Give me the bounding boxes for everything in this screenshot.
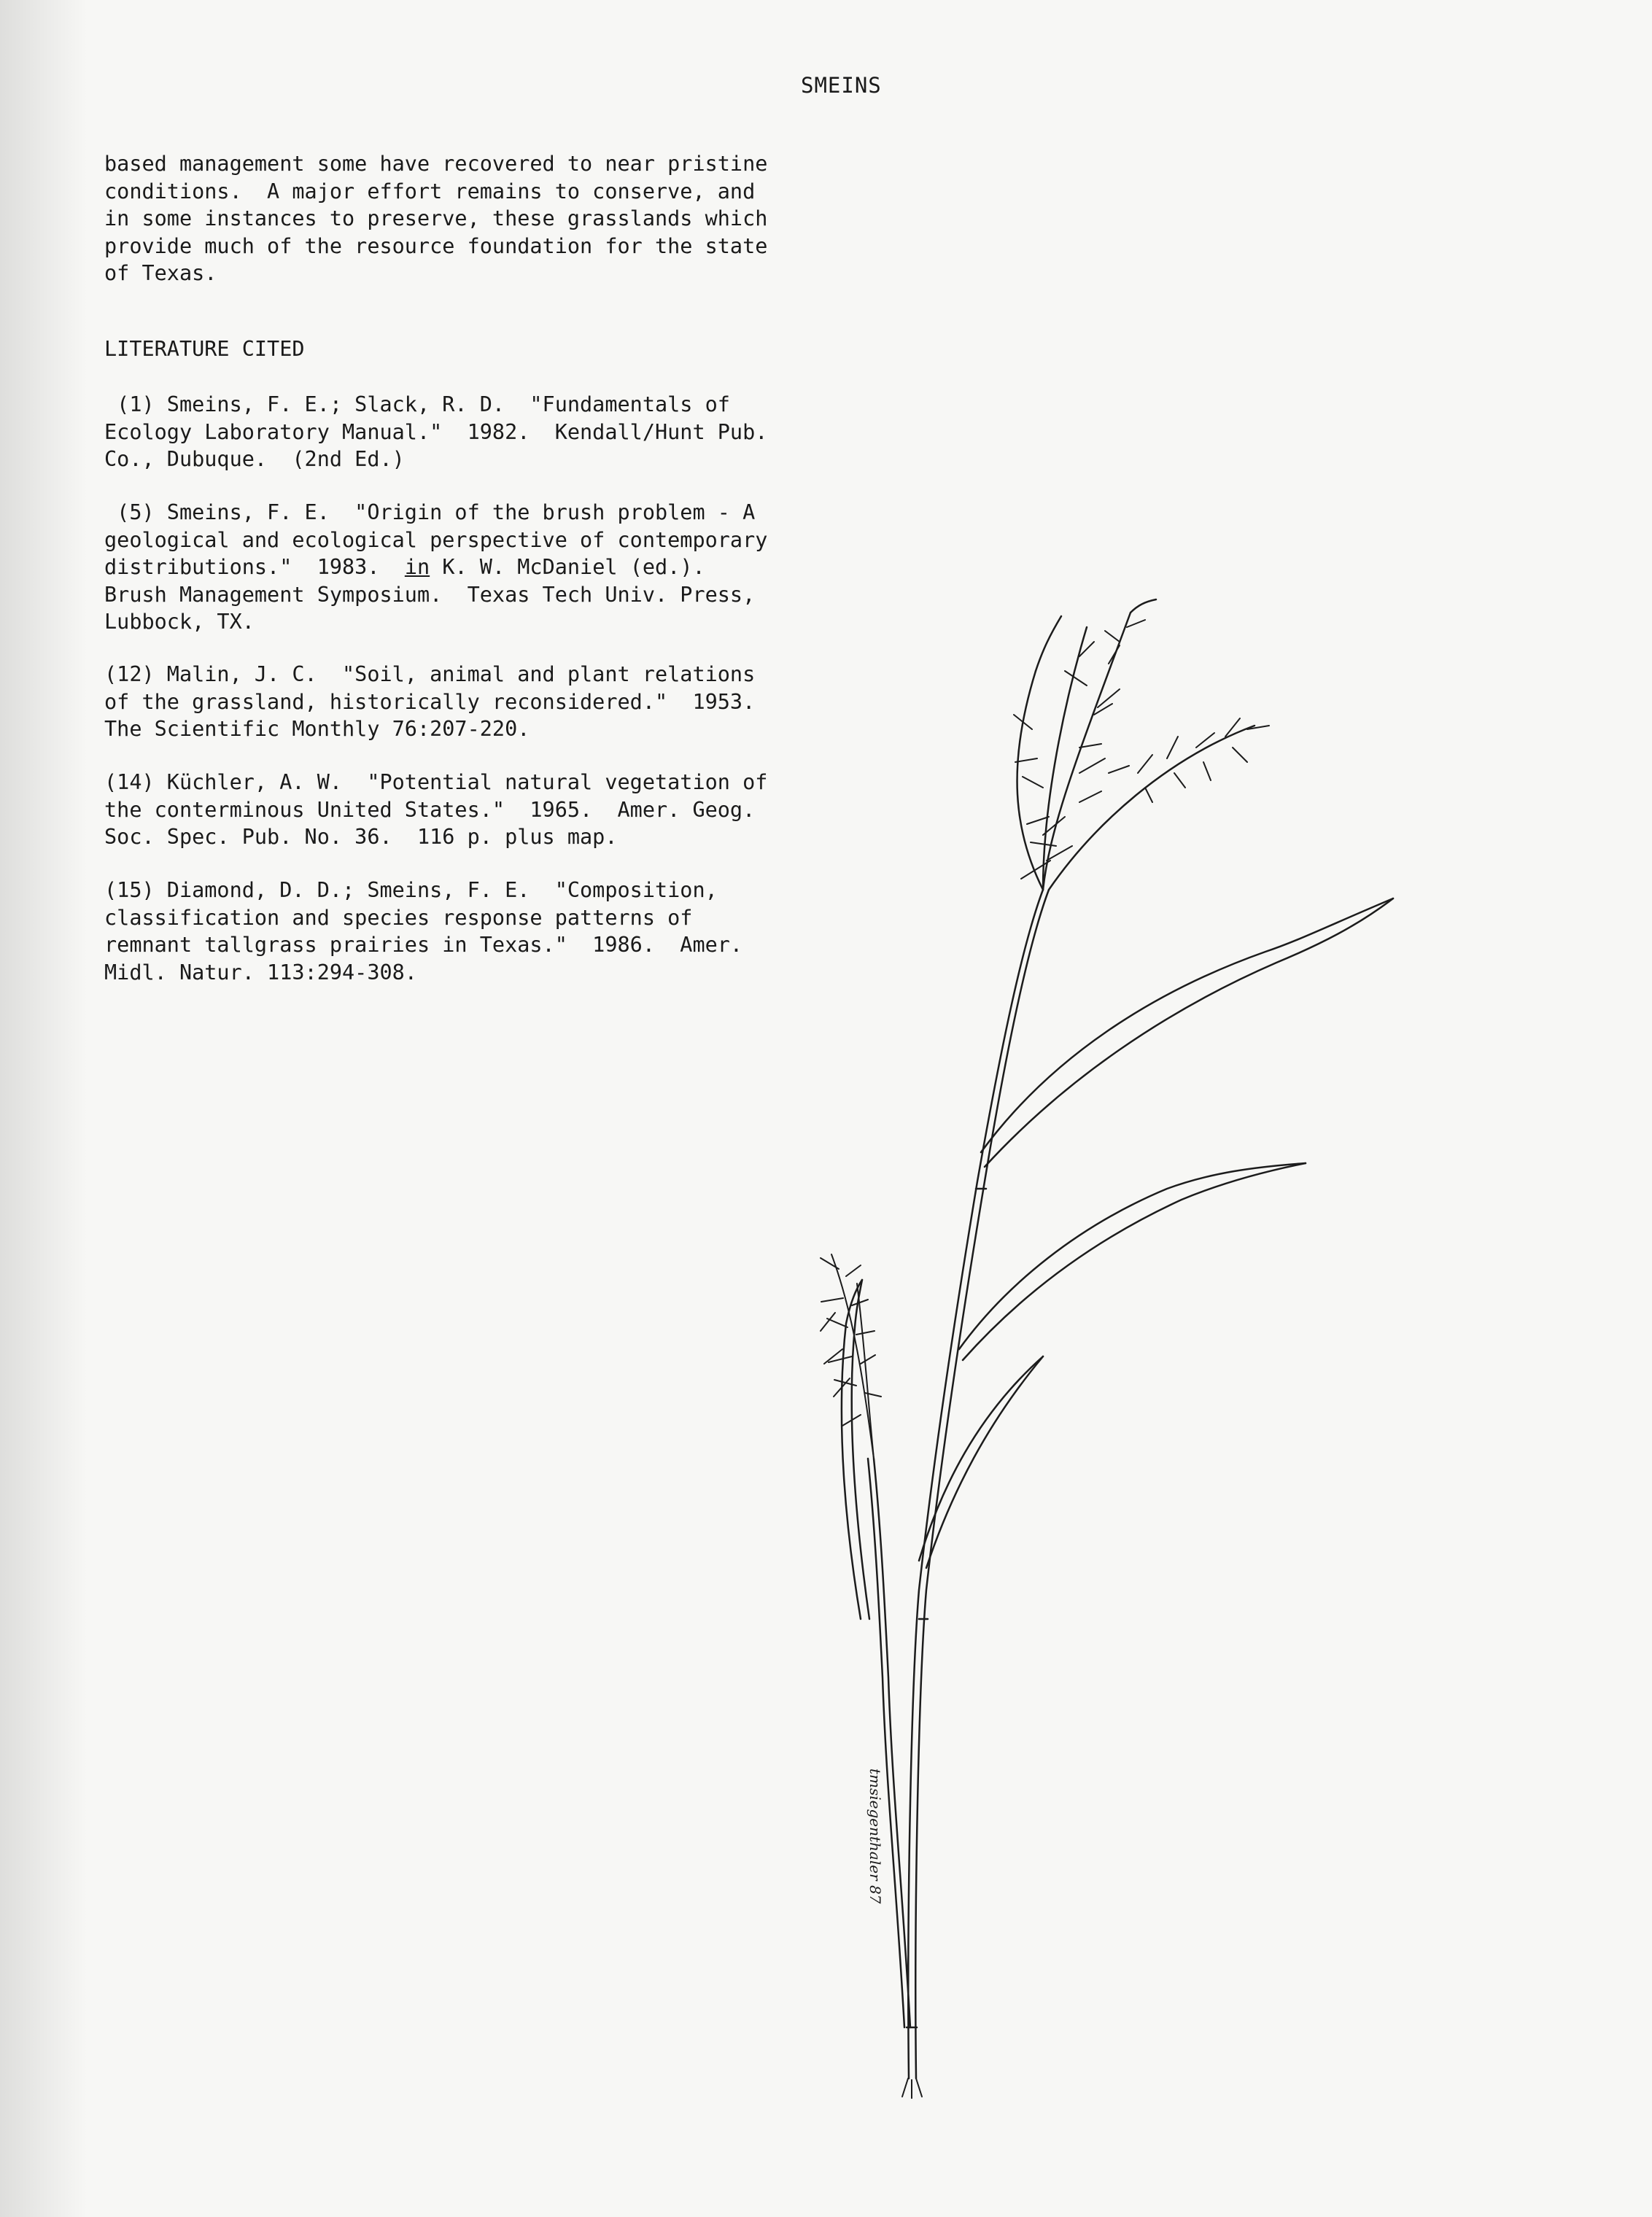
intro-line: based management some have recovered to near pristine <box>104 152 768 176</box>
reference-line: Lubbock, TX. <box>104 610 255 634</box>
reference-line: the conterminous United States." 1965. Amer. Geog. <box>104 797 756 822</box>
reference-line: (15) Diamond, D. D.; Smeins, F. E. "Composition, <box>104 878 718 902</box>
running-head: SMEINS <box>801 73 882 98</box>
reference-line: Brush Management Symposium. Texas Tech Univ. Press, <box>104 582 756 607</box>
reference-line: Soc. Spec. Pub. No. 36. 116 p. plus map. <box>104 825 618 849</box>
page-edge-shadow <box>0 0 88 2217</box>
intro-paragraph <box>104 150 848 287</box>
reference-line: The Scientific Monthly 76:207-220. <box>104 717 530 741</box>
reference-line: Co., Dubuque. (2nd Ed.) <box>104 447 405 471</box>
reference-line-start: distributions." 1983. <box>104 555 380 579</box>
reference-line-with-in <box>104 554 848 581</box>
reference-line: geological and ecological perspective of contemporary <box>104 527 768 552</box>
reference-line: remnant tallgrass prairies in Texas." 1986. Amer. <box>104 933 743 957</box>
reference-line: Midl. Natur. 113:294-308. <box>104 960 417 985</box>
intro-line: conditions. A major effort remains to conserve, and <box>104 179 756 203</box>
grass-plant-illustration <box>700 583 1430 2100</box>
reference-line: of the grassland, historically reconsidered." 1953. <box>104 689 756 714</box>
intro-line: of Texas. <box>104 261 217 285</box>
intro-line: provide much of the resource foundation for the state <box>104 233 768 258</box>
reference-line: classification and species response patterns of <box>104 905 693 930</box>
reference-line: (12) Malin, J. C. "Soil, animal and plant relations <box>104 662 756 686</box>
literature-cited-heading: LITERATURE CITED <box>104 337 305 361</box>
illustrator-signature: tmsiegenthaler 87 <box>866 1768 884 1904</box>
reference-line: (14) Küchler, A. W. "Potential natural vegetation of <box>104 770 768 794</box>
intro-line: in some instances to preserve, these grasslands which <box>104 206 768 230</box>
reference-line: (1) Smeins, F. E.; Slack, R. D. "Fundamentals of <box>104 392 730 416</box>
reference-line-tail: K. W. McDaniel (ed.). <box>430 555 705 579</box>
reference-1 <box>104 391 848 473</box>
underlined-in: in <box>404 555 430 579</box>
reference-line: Ecology Laboratory Manual." 1982. Kendall/Hunt Pub. <box>104 419 768 444</box>
reference-line: (5) Smeins, F. E. "Origin of the brush problem - A <box>104 500 756 524</box>
